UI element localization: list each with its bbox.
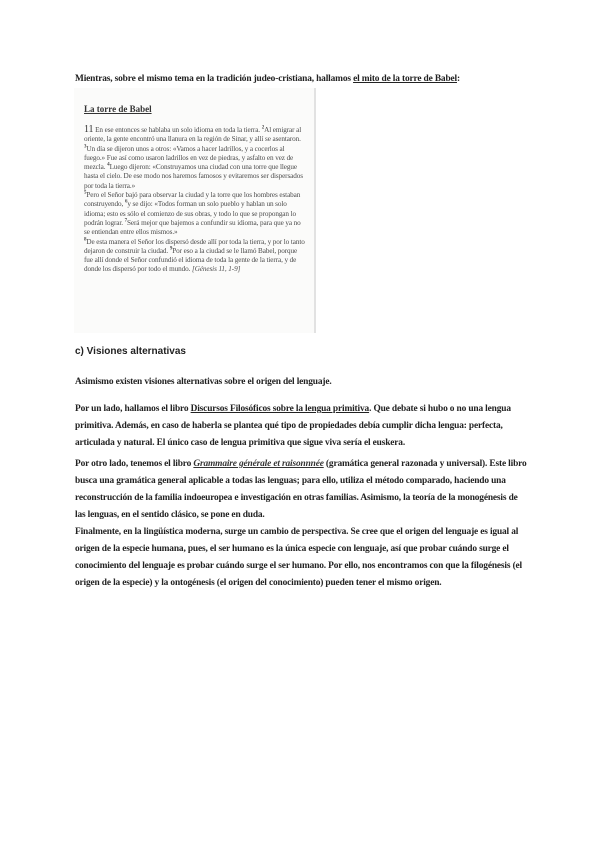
paragraph-1: Asimismo existen visiones alternativas sobre el origen del lenguaje. <box>75 377 332 387</box>
verse-2: Al emigrar al oriente, la gente encontró una llanura en la región de Sinar, y allí se asentaron. <box>84 126 302 144</box>
p3-before: Por otro lado, tenemos el libro <box>75 459 194 469</box>
genesis-excerpt-image <box>74 88 316 333</box>
excerpt-body: 11 En ese entonces se hablaba un solo idioma en toda la tierra. $^2$Al emigrar al oriente, la gente encontró una llanura en la región de Sinar, y allí se asentaron. $^3$Un día se dijeron unos a otros: «Vamos a hacer ladrillos, y a cocerlos al fuego.» Fue así como usaron ladrillos en vez de piedras, y asfalto en vez de mezcla. $^4$Luego dijeron: «Construyamos una ciudad con una torre que llegue hasta el cielo. De ese modo nos haremos famosos y evitaremos ser dispersados por toda la tierra.» $^5$Pero el Señor bajó para observar la ciudad y la torre que los hombres estaban construyendo, $^6$y se dijo: «Todos forman un solo pueblo y hablan un solo idioma; esto es sólo el comienzo de sus obras, y todo lo que se propongan lo podrán lograr. $^7$Será mejor que bajemos a confundir su idioma, para que ya no se entiendan entre ellos mismos.» $^8$De esta manera el Señor los dispersó desde allí por toda la tierra, y por lo tanto dejaron de construir la ciudad. $^9$Por eso a la ciudad se le llamó Babel, porque fue allí donde el Señor confundió el idioma de toda la gente de la tierra, y de donde los dispersó por todo el mundo. [Génesis 11, 1-9] <box>84 124 305 274</box>
p3-after: (gramática general razonada y universal). Este libro busca una gramática general aplicable a todas las lenguas; para ello, utiliza el método comparado, haciendo una reconstrucción de la familia indoeuropea e investigación en otras familias. Asimismo, la teoría de la monogénesis de las lenguas, en el sentido clásico, se pone en duda. <box>75 459 527 520</box>
verse-1: En ese entonces se hablaba un solo idioma en toda la tierra. <box>95 126 260 134</box>
verse-8: De esta manera el Señor los dispersó desde allí por toda la tierra, y por lo tanto dejaron de construir la ciudad. <box>84 237 305 255</box>
babel-link[interactable]: el mito de la torre de Babel <box>353 74 457 84</box>
verse-3: Un día se dijeron unos a otros: «Vamos a hacer ladrillos, y a cocerlos al fuego.» Fue así como usaron ladrillos en vez de piedras, y asfalto en vez de mezcla. <box>84 144 294 172</box>
excerpt-title: La torre de Babel <box>84 104 152 114</box>
chapter-number: 11 <box>84 124 94 135</box>
verse-4: Luego dijeron: «Construyamos una ciudad con una torre que llegue hasta el cielo. De ese modo nos haremos famosos y evitaremos ser dispersados por toda la tierra.» <box>84 163 303 190</box>
section-heading: c) Visiones alternativas <box>75 346 186 357</box>
verse-5: Pero el Señor bajó para observar la ciudad y la torre que los hombres estaban construyendo, <box>84 191 301 209</box>
verse-9: Por eso a la ciudad se le llamó Babel, porque fue allí donde el Señor confundió el idioma de toda la gente de la tierra, y de donde los dispersó por todo el mundo. <box>84 246 298 274</box>
intro-colon: : <box>457 74 460 84</box>
paragraph-2 <box>75 401 530 452</box>
p2-before: Por un lado, hallamos el libro <box>75 404 191 414</box>
paragraph-3 <box>75 456 530 524</box>
grammaire-link[interactable]: Grammaire générale et raisonnnée <box>193 459 324 469</box>
intro-text: Mientras, sobre el mismo tema en la tradición judeo-cristiana, hallamos <box>75 74 354 84</box>
paragraph-4: Finalmente, en la lingüística moderna, surge un cambio de perspectiva. Se cree que el origen del lenguaje es igual al origen de la especie humana, pues, el ser humano es la única especie con lenguaje, así que probar cuándo surge el conocimiento del lenguaje es probar cuándo surge el ser humano. Por ello, nos encontramos con que la filogénesis (el origen de la especie) y la ontogénesis (el origen del conocimiento) pueden tener el mismo origen. <box>75 527 523 588</box>
intro-paragraph <box>75 71 530 88</box>
verse-7: Será mejor que bajemos a confundir su idioma, para que ya no se entiendan entre ellos mismos.» <box>84 218 301 237</box>
excerpt-reference: [Génesis 11, 1-9] <box>192 265 241 274</box>
discursos-link[interactable]: Discursos Filosóficos sobre la lengua primitiva <box>190 404 370 414</box>
verse-6: y se dijo: «Todos forman un solo pueblo y hablan un solo idioma; esto es sólo el comienzo de sus obras, y todo lo que se propongan lo podrán lograr. <box>84 200 296 227</box>
p2-after: . Que debate si hubo o no una lengua primitiva. Además, en caso de haberla se plantea qué tipo de propiedades debía cumplir dicha lengua: perfecta, articulada y natural. El único caso de lengua primitiva que sigue viva sería el euskera. <box>75 404 511 448</box>
